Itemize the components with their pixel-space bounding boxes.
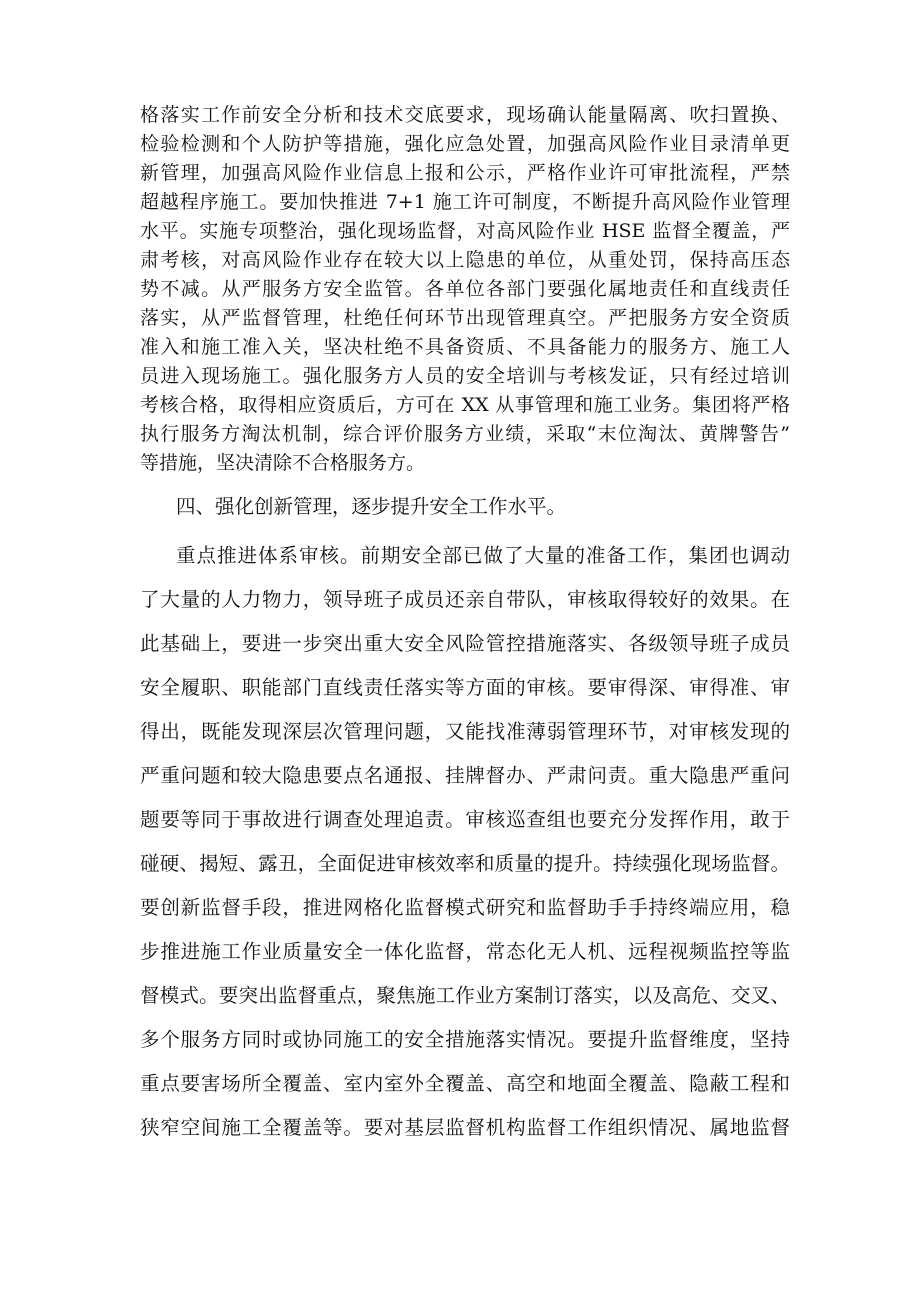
paragraph-line: 等措施，坚决清除不合格服务方。 <box>140 452 426 474</box>
paragraph-line: 此基础上，要进一步突出重大安全风险管控措施落实、各级领导班子成员 <box>140 632 790 655</box>
paragraph-line: 水平。实施专项整治，强化现场监督，对高风险作业 HSE 监督全覆盖，严 <box>140 220 790 242</box>
paragraph-line: 超越程序施工。要加快推进 7+1 施工许可制度，不断提升高风险作业管理 <box>140 191 790 213</box>
paragraph-line: 格落实工作前安全分析和技术交底要求，现场确认能量隔离、吹扫置换、 <box>140 104 790 126</box>
paragraph-line: 检验检测和个人防护等措施，强化应急处置，加强高风险作业目录清单更 <box>140 133 790 155</box>
paragraph-line: 严重问题和较大隐患要点名通报、挂牌督办、严肃问责。重大隐患严重问 <box>140 764 790 787</box>
paragraph-line: 准入和施工准入关，坚决杜绝不具备资质、不具备能力的服务方、施工人 <box>140 336 790 358</box>
paragraph-line: 重点要害场所全覆盖、室内室外全覆盖、高空和地面全覆盖、隐蔽工程和 <box>140 1072 790 1095</box>
paragraph-line: 考核合格，取得相应资质后，方可在 XX 从事管理和施工业务。集团将严格 <box>140 394 790 416</box>
paragraph-line: 碰硬、揭短、露丑，全面促进审核效率和质量的提升。持续强化现场监督。 <box>140 852 790 875</box>
paragraph-line: 狭窄空间施工全覆盖等。要对基层监督机构监督工作组织情况、属地监督 <box>140 1116 790 1139</box>
paragraph-line: 步推进施工作业质量安全一体化监督，常态化无人机、远程视频监控等监 <box>140 940 790 963</box>
section-heading: 四、强化创新管理，逐步提升安全工作水平。 <box>176 495 567 518</box>
paragraph-line: 要创新监督手段，推进网格化监督模式研究和监督助手手持终端应用，稳 <box>140 896 790 919</box>
paragraph-line: 题要等同于事故进行调查处理追责。审核巡查组也要充分发挥作用，敢于 <box>140 808 790 831</box>
paragraph-line: 督模式。要突出监督重点，聚焦施工作业方案制订落实，以及高危、交叉、 <box>140 984 790 1007</box>
paragraph-line: 新管理，加强高风险作业信息上报和公示，严格作业许可审批流程，严禁 <box>140 162 790 184</box>
paragraph-line: 重点推进体系审核。前期安全部已做了大量的准备工作，集团也调动 <box>176 544 790 567</box>
paragraph-line: 落实，从严监督管理，杜绝任何环节出现管理真空。严把服务方安全资质 <box>140 307 790 329</box>
paragraph-line: 员进入现场施工。强化服务方人员的安全培训与考核发证，只有经过培训 <box>140 365 790 387</box>
paragraph-line: 了大量的人力物力，领导班子成员还亲自带队，审核取得较好的效果。在 <box>140 588 790 611</box>
paragraph-line: 多个服务方同时或协同施工的安全措施落实情况。要提升监督维度，坚持 <box>140 1028 790 1051</box>
paragraph-line: 得出，既能发现深层次管理问题，又能找准薄弱管理环节，对审核发现的 <box>140 720 790 743</box>
paragraph-line: 肃考核，对高风险作业存在较大以上隐患的单位，从重处罚，保持高压态 <box>140 249 790 271</box>
paragraph-line: 执行服务方淘汰机制，综合评价服务方业绩，采取“末位淘汰、黄牌警告” <box>140 423 790 445</box>
paragraph-line: 安全履职、职能部门直线责任落实等方面的审核。要审得深、审得准、审 <box>140 676 790 699</box>
paragraph-line: 势不减。从严服务方安全监管。各单位各部门要强化属地责任和直线责任 <box>140 278 790 300</box>
